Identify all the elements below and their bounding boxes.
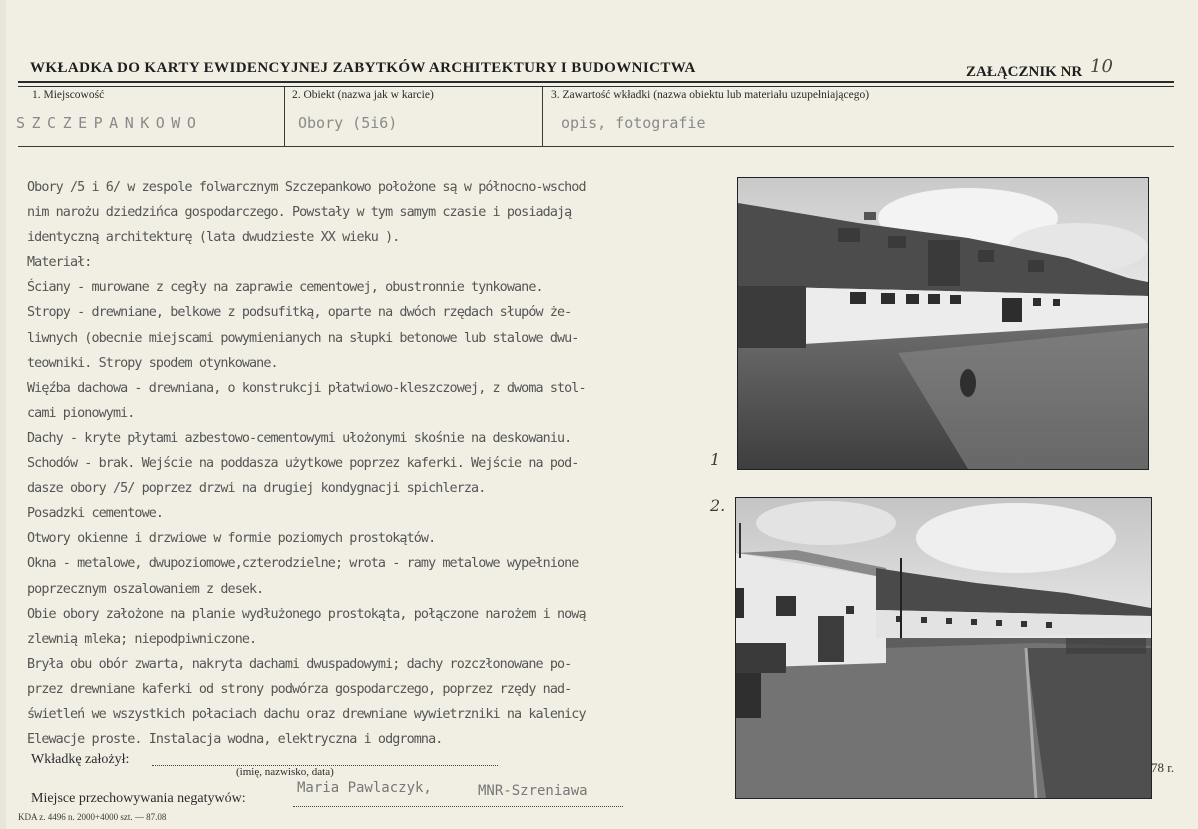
description-line: przez drewniane kaferki od strony podwórza gospodarczego, poprzez rzędy nad-	[27, 681, 572, 697]
description-line: Otwory okienne i drzwiowe w formie poziomych prostokątów.	[27, 531, 436, 547]
description-line: Okna - metalowe, dwupoziomowe,czterodzielne; wrota - ramy metalowe wypełnione	[27, 556, 579, 572]
description-line: Dachy - kryte płytami azbestowo-cementowymi ułożonymi skośnie na deskowaniu.	[27, 430, 572, 446]
print-info: KDA z. 4496 n. 2000+4000 szt. — 87.08	[18, 812, 167, 822]
description-line: Elewacje proste. Instalacja wodna, elektryczna i odgromna.	[27, 732, 443, 748]
description-line: Materiał:	[27, 255, 92, 271]
annex-label-text: ZAŁĄCZNIK NR	[966, 64, 1083, 80]
content-label: 3. Zawartość wkładki (nazwa obiektu lub materiału uzupełniającego)	[551, 89, 870, 101]
photo-1-number: 1	[710, 450, 721, 469]
description-line: świetleń we wszystkich połaciach dachu oraz drewniane wywietrzniki na kalenicy	[27, 706, 586, 722]
photo-2-number: 2.	[710, 496, 726, 515]
form-title: WKŁADKA DO KARTY EWIDENCYJNEJ ZABYTKÓW ARCHITEKTURY I BUDOWNICTWA	[30, 60, 696, 76]
author-name: Maria Pawlaczyk,	[297, 780, 432, 796]
page-count: 78 r.	[1151, 760, 1175, 775]
description-line: Ściany - murowane z cegły na zaprawie cementowej, obustronnie tynkowane.	[27, 280, 543, 296]
annex-number: 10	[1090, 56, 1113, 77]
locality-value: SZCZEPANKOWO	[16, 114, 203, 132]
description-line: teowniki. Stropy spodem otynkowane.	[27, 355, 278, 371]
negatives-label: Miejsce przechowywania negatywów:	[31, 791, 246, 806]
header-rule-thin	[18, 86, 1174, 87]
description-line: poprzecznym oszalowaniem z desek.	[27, 581, 264, 597]
header-rule	[18, 81, 1174, 83]
field-separator	[542, 87, 543, 146]
field-separator	[284, 87, 285, 146]
sheet-edge	[0, 0, 6, 829]
annex-label	[966, 56, 1113, 81]
description-line: Schodów - brak. Wejście na poddasza użytkowe poprzez kaferki. Wejście na pod-	[27, 456, 579, 472]
locality-label: 1. Miejscowość	[32, 89, 105, 101]
photo-2	[735, 497, 1152, 799]
description-line: Bryła obu obór zwarta, nakryta dachami dwuspadowymi; dachy rozczłonowane po-	[27, 656, 572, 672]
description-line: Obory /5 i 6/ w zespole folwarcznym Szczepankowo położone są w północno-wschod	[27, 180, 586, 195]
storage-place: MNR-Szreniawa	[478, 783, 588, 799]
description-line: identyczną architekturę (lata dwudzieste XX wieku ).	[27, 230, 400, 246]
object-value: Obory (5i6)	[298, 114, 398, 132]
object-label: 2. Obiekt (nazwa jak w karcie)	[292, 89, 434, 101]
description-line: Stropy - drewniane, belkowe z podsufitką, oparte na dwóch rzędach słupów że-	[27, 305, 572, 321]
insert-hint: (imię, nazwisko, data)	[236, 766, 334, 778]
description-line: dasze obory /5/ poprzez drzwi na drugiej kondygnacji spichlerza.	[27, 481, 486, 497]
description-line: Posadzki cementowe.	[27, 506, 164, 522]
content-value: opis, fotografie	[561, 114, 706, 132]
description-line: zlewnią mleka; niepodpiwniczone.	[27, 631, 257, 647]
description-line: Więźba dachowa - drewniana, o konstrukcji płatwiowo-kleszczowej, z dwoma stol-	[27, 380, 586, 396]
photo-1	[737, 177, 1149, 470]
description-line: nim narożu dziedzińca gospodarczego. Powstały w tym samym czasie i posiadają	[27, 205, 572, 221]
negatives-line	[293, 806, 623, 807]
insert-label: Wkładkę założył:	[31, 752, 130, 767]
description-line: cami pionowymi.	[27, 405, 135, 421]
description-line: Obie obory założone na planie wydłużonego prostokąta, połączone narożem i nową	[27, 606, 586, 622]
description-line: liwnych (obecnie miejscami powymienianych na słupki betonowe lub stalowe dwu-	[27, 330, 579, 346]
description-text	[27, 175, 717, 752]
fields-rule	[18, 146, 1174, 147]
